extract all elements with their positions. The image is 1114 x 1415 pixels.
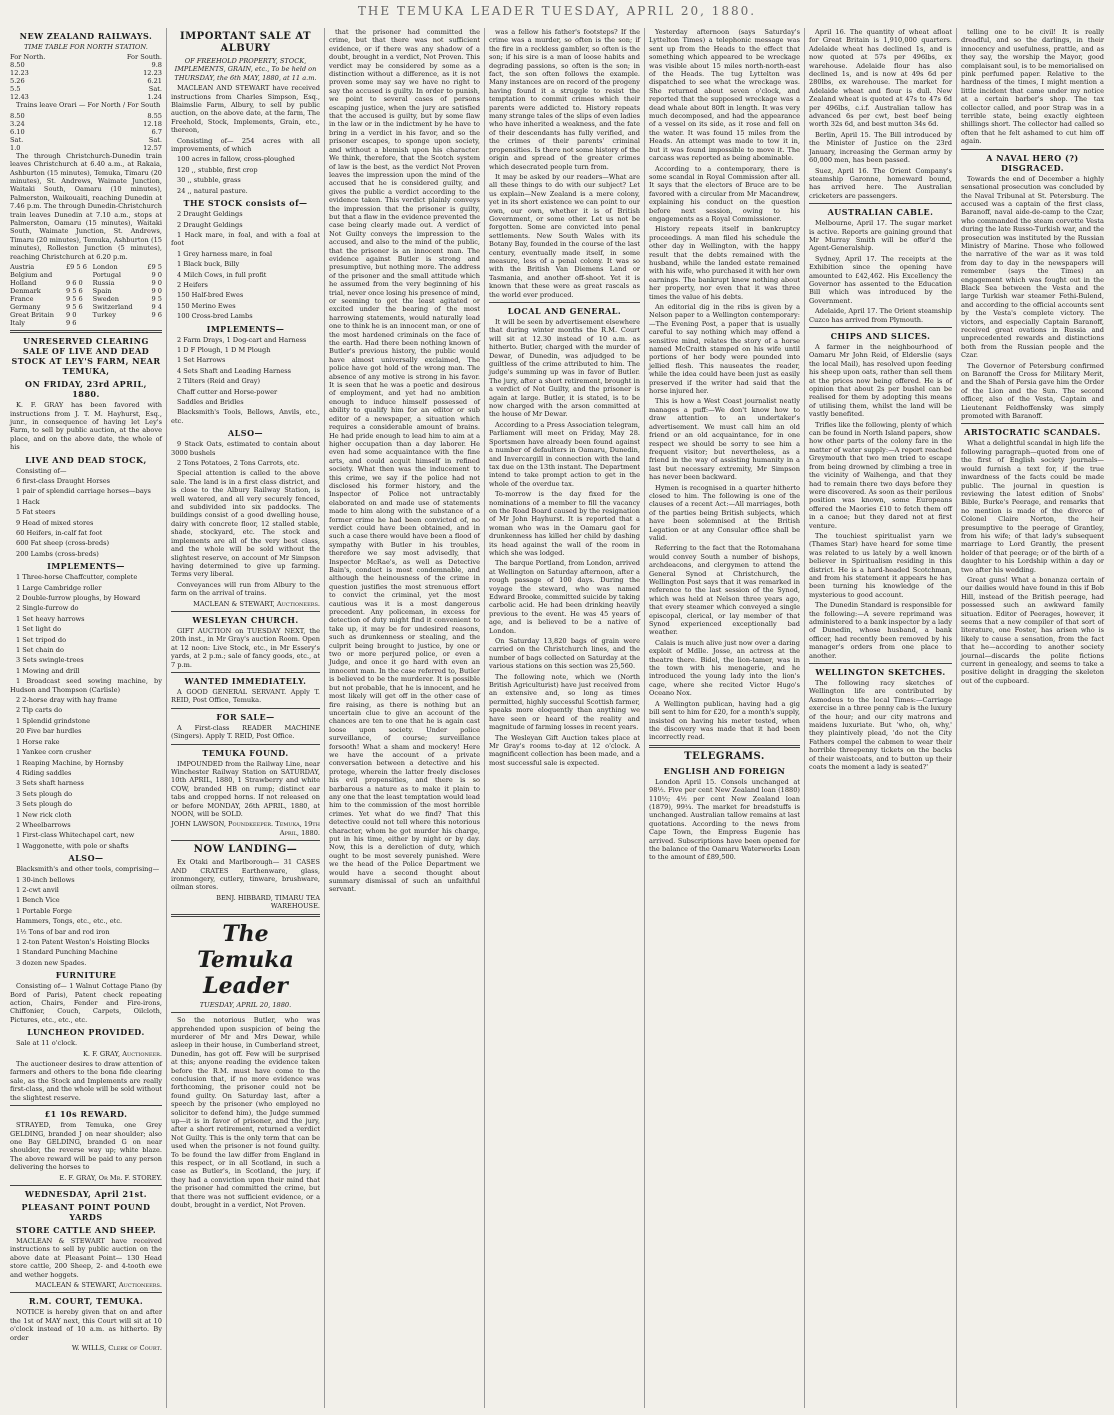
sale-time: Sale at 11 o'clock.: [16, 1039, 78, 1048]
list-item: 1 Hack mare, in foal, and with a foal at foot: [171, 230, 320, 248]
list-item: Blacksmith's Tools, Bellows, Anvils, etc., etc.: [171, 408, 320, 425]
landing-text: Ex Otaki and Marlborough— 31 CASES AND CRATES Earthenware, glass, ironmongery, cutlery, tinware, brushware, oilman stores.: [171, 858, 320, 892]
list-item: 5 Fat steers: [16, 508, 56, 517]
column-4: [484, 28, 644, 1408]
col5-par3: History repeats itself in bankruptcy proceedings. A man filed his schedule the other day in Wellington, with the happy result that the debts remained with the husband, while the landed estate remained with his wife, who purchased it with her own earnings. The bankrupt knew nothing about her property, nor even that it was three times the value of his debts.: [649, 225, 800, 301]
col5-par8: Calais is much alive just now over a daring exploit of Mdlle. Josse, an actress at the theatre there. Bidel, the lion-tamer, was in the town with his menagerie, and he introduced the young lady into the lion's cage, where she recited Victor Hugo's Oceano Nox.: [649, 638, 800, 698]
running-header: THE TEMUKA LEADER TUESDAY, APRIL 20, 1880.: [357, 4, 757, 18]
forsale-text: A First-class READER MACHINE (Singers). Apply T. REID, Post Office.: [171, 723, 320, 741]
list-item: 100 Cross-bred Lambs: [177, 312, 253, 321]
landing-title: NOW LANDING—: [193, 844, 298, 856]
list-item: 2 Single-furrow do: [16, 604, 79, 613]
col4-par3: According to a Press Association telegram, Parliament will meet on Friday, May 28. Sportsmen have already been found against a number of defaulters in Oamaru, Dunedin, and Invercargill in connection with the land tax due on the 13th instant. The Department intend to take prompt action to get in the whole of the overdue tax.: [489, 420, 640, 488]
list-item: 4 Sets Shaft and Leading Harness: [177, 366, 292, 375]
list-item: 9 Head of mixed stores: [16, 518, 94, 527]
col5-par4: An editorial dig in the ribs is given by a Nelson paper to a Wellington contemporary:—The Evening Post, a paper that is usually careful to say nothing which may offend a sensitive mind, relates the story of a horse named McCraith stamped on his wife until portions of her body were pounded into jellied flesh. This nauseates the reader, while the idea could have been just as easily preserved if the writer had said that the horse injured her.: [649, 303, 800, 396]
luncheon: LUNCHEON PROVIDED.: [27, 1027, 145, 1038]
list-item: Saddles and Bridles: [177, 398, 244, 406]
list-item: 1 Set light do: [16, 625, 62, 634]
list-item: 2 Tip carts do: [16, 706, 63, 715]
albury-conveyance: Conveyances will run from Albury to the farm on the arrival of trains.: [171, 580, 320, 598]
list-item: 9 Stack Oats, estimated to contain about 3000 bushels: [171, 440, 320, 457]
divider: [961, 149, 1104, 150]
list-item: 1 Splendid grindstone: [16, 716, 91, 725]
list-item: 24 ,, natural pasture.: [177, 186, 248, 195]
col5-par9: A Wellington publican, having had a gig bill sent to him for £20, for a month's supply, insisted on having his meter tested, when the discovery was made that it had been incorrectly read.: [649, 699, 800, 742]
cable-adelaide: Adelaide, April 17. The Orient steamship Cuzco has arrived from Plymouth.: [809, 307, 952, 324]
furniture-text: Consisting of— 1 Walnut Cottage Piano (by Bord of Paris), Patent check repeating action, Chairs, Fender and Fire-irons, Chiffonier, Couch, Carpets, Oilcloth, Pictures, etc., etc., etc.: [10, 982, 162, 1024]
also-list: [10, 865, 162, 967]
divider: [171, 1012, 320, 1013]
list-item: 200 Lambs (cross-breds): [16, 549, 99, 558]
court-title: R.M. COURT, TEMUKA.: [28, 1296, 144, 1307]
list-item: 1 pair of splendid carriage horses—bays: [16, 487, 151, 496]
list-item: 20 Five bar hurdles: [16, 727, 82, 736]
reward-title: £1 10s REWARD.: [44, 1109, 128, 1120]
auctioneer-note: The auctioneer desires to draw attention of farmers and others to the bona fide clearing sale, as the Stock and Implements are really first-class, and the whole will be sold without the slightest reserve.: [10, 1060, 162, 1102]
albury-impl-list: [171, 336, 320, 426]
col4-text: was a fellow his father's footsteps? If the crime was a murder, so often is the son; if the fire in a reckless gambler, so often is the son; if his sire is a man of loose habits and degrading passions, so often is the son; in fact, the son often follows the example. Many instances are on record of the progeny having found it a struggle to resist the temptation to commit crimes which their parents were addicted to. History repeats many strange tales of the slips of even ladies who have inherited a weakness, and the fate of their descendants has fully verified, and the crimes of their parents' criminal propensities. Is there not some history of the origin and spread of the greater crimes which desecrated people turn from.: [489, 28, 640, 171]
list-item: 1 Set Harrows: [177, 356, 226, 365]
aristo-title: ARISTOCRATIC SCANDALS.: [964, 427, 1101, 438]
divider: [171, 744, 320, 745]
acreage-list: [171, 155, 320, 195]
list-item: 100 acres in fallow, cross-ploughed: [177, 155, 295, 164]
list-item: 30 ,, stubble, grass: [177, 176, 241, 185]
also-title: ALSO—: [68, 853, 104, 864]
telegrams-text: London April 15. Consols unchanged at 98½. Five per cent New Zealand loan (1880) 110½; 4½ per cent New Zealand loan (1879), 99¼. The market for breadstuffs is unchanged. Australian tallow remains at last quotations. According to the news from Cape Town, the Empress Eugenie has arrived. Subscriptions have been opened for the balance of the Oamaru Waterworks Loan to the amount of £89,500.: [649, 777, 800, 862]
list-item: 2 Wheelbarrows: [16, 820, 71, 829]
col5-par6: Hymen is recognised in a quarter hitherto closed to him. The following is one of the clauses of a recent Act:—All marriages, both of the parties being British subjects, which have been solemnised at the British Legation or at any Consular office shall be valid.: [649, 483, 800, 542]
cable-text: Melbourne, April 17. The sugar market is active. Reports are gaining ground that Mr Murray Smith will be offer'd the Agent-Generalship.: [809, 219, 952, 253]
column-5: [644, 28, 804, 1408]
col6-suez: Suez, April 16. The Orient Company's steamship Garonne, homeward bound, has arrived here. The Australian cricketers are passengers.: [809, 166, 952, 200]
col4-par8: The Wesleyan Gift Auction takes place at Mr Gray's rooms to-day at 12 o'clock. A magnificent collection has been made, and a most successful sale is expected.: [489, 733, 640, 767]
divider: [649, 745, 800, 748]
trains-note: Trains leave Orari — For North / For South: [16, 101, 161, 110]
column-2: [166, 28, 324, 1408]
col4-par7: The following note, which we (North British Agriculturist) have just received from an extensive and, so long as times permitted, highly successful Scottish farmer, speaks more eloquently than anything we have seen or heard of the reality and magnitude of farming losses in recent years.: [489, 672, 640, 732]
divider: [809, 663, 952, 664]
albury-also-list: [171, 440, 320, 467]
albury-sale-intro: MACLEAN AND STEWART have received instructions from Charles Simpson, Esq., Blaimslie Farm, Albury, to sell by public auction, on the above date, at the farm, The Freehold, Stock, Implements, Grain, etc., thereon,: [171, 84, 320, 135]
divider: [10, 1105, 162, 1106]
chips-title: CHIPS AND SLICES.: [830, 331, 931, 341]
list-item: 1 Yankee corn crusher: [16, 748, 92, 757]
editorial-continued: that the prisoner had committed the crime, but that there was not sufficient evidence, or if there was any shadow of a doubt, brought in a verdict, Not Proven. This verdict may be considered by some as a distinction without a difference, as it is not proven some may say we have no right to say the accused is guilty. In order to punish, we point to several cases of persons escaping justice, when the jury are satisfied that the accused is guilty, but by some flaw in the law or in the indictment by he have to bring in a verdict in his favor, and so the prisoner escapes, to sponge upon society, and without a blemish upon his character. We think, therefore, that the Scotch system of law is the best, as the verdict Not Proven leaves the impression upon the mind of the accused that he is considered guilty, and gives the public a verdict according to the evidence taken. This verdict plainly conveys the impression that the prisoner is guilty, but that a flaw in the evidence prevented the case being clearly made out. A verdict of Not Guilty conveys the impression to the accused, and also to the mind of the public, that the prisoner is an innocent man. The evidence against Butler is strong and presumptive, but nothing more. The address of the prisoner and the small attitude which he assumed from the very beginning of his trial, never once losing his presence of mind, or seeming to get the least agitated or excited under the bearing of the most harrowing statements, would naturally lead one to think he is an innocent man, or one of the most hardened criminals on the face of the earth. Had there been nothing known of Butler's previous history, the public would have almost universally exclaimed, The police have got hold of the wrong man. The absence of any motive is strong in his favor. It is seen that he was a poetic and desirous of employment, and yet had no ambition enough to induce himself possessed of ability to qualify him for an editor or sub editor of a newspaper, a situation which requires a considerable amount of brains. He had pride enough to lead him to aim at a higher occupation than a day laborer. He even had some acquaintance with the fine arts, and could acquit himself in refined society. What then was the inducement to this crime, we say if the police had not disclosed his former history, and the Inspector of Police not untractably elaborated on and made use of statements made to him along with the substance of a former crime he had been convicted of, no verdict could have been obtained, and in such a case there would have been a flood of sympathy with Butler in his troubles, therefore we say most advisedly, that Inspector McRae's, as well as Detective Bain's, conduct is most condemnable, and although the heinousness of the crime in question justifies the most strenuous effort to convict the criminal, yet the most cautious was it is a most dangerous precedent. Any policeman, in excess for detection of duty might find it convenient to take up, it may be for undesired reasons, such as drunkenness or stealing, and the culprit being brought to justice, by one or two or more perjured police, or even a Judge, and once it go hard with even an innocent man. In the case referred to, Butler is believed to be the murderer. It is possible but not probable, that he is innocent, and he most likely will get off in the other case of fire raising, as there is nothing but an uncertain clue to give an account of the chances are ten to one that he is again cast loose upon society. Under police surveillance, of course; surveillance forsooth! What a sham and mockery! Here we have the account of a private conversation between a detective and his protege, wherein the latter freely discloses his evil propensities, and there is so barbarous a nature as to make it plain to any one that the least temptation would lead him to the commission of the most horrible crimes. Yet what do we find? That this detective could not tell where this notorious character, whom he got murder his charge, put in his time, either by night or by day. Now, this is a dereliction of duty, which ought to be most severely punished. Were we the head of the Police Department we would have a second thought about summary dismissal of such an unfaithful servant.: [329, 28, 480, 894]
stock-list: [10, 477, 162, 558]
railway-notice: The through Christchurch-Dunedin train leaves Christchurch at 6.40 a.m., at Rakaia, Ashburton (15 minutes), Temuka, Timaru (20 minutes), St. Andrews, Waimate Junction, Waitaki South, Oamaru (10 minutes), Palmerston, Waikouaiti, reaching Dunedin at 7.46 p.m. The through Dunedin-Christchurch train leaves Dunedin at 7.10 a.m., stops at Palmerston, Oamaru (15 minutes), Waitaki South, Waimate Junction, St. Andrews, Timaru (20 minutes), Temuka, Ashburton (15 minutes), Rolleston Junction (5 minutes), reaching Christchurch at 6.20 p.m.: [10, 151, 162, 261]
list-item: 1 Standard Punching Machine: [16, 948, 118, 957]
list-item: 60 Heifers, in-calf fat foot: [16, 528, 103, 537]
list-item: Chaff cutter and Horse-power: [177, 387, 278, 396]
albury-sale-sub: OF FREEHOLD PROPERTY, STOCK, IMPLEMENTS, GRAIN, etc., To be held on THURSDAY, the 6th MAY, 1880, at 11 a.m.: [174, 57, 317, 82]
list-item: 1 First-class Whitechapel cart, new: [16, 831, 135, 840]
timetable-b: 8.50 8.55 3.24 12.18 6.10 6.7 Sat. Sat. 1.0 12.57: [10, 111, 162, 152]
reward-sig: E. F. GRAY, Or Mr. F. STOREY.: [59, 1173, 162, 1182]
divider: [171, 672, 320, 673]
cable-title: AUSTRALIAN CABLE.: [827, 207, 934, 218]
col6-berlin: Berlin, April 15. The Bill introduced by the Minister of Justice on the 23rd January, increasing the German army by 60,000 men, has been passed.: [809, 130, 952, 165]
newspaper-flag: The Temuka Leader: [197, 920, 294, 999]
church-title: WESLEYAN CHURCH.: [192, 614, 299, 625]
list-item: 150 Half-bred Ewes: [177, 291, 244, 300]
col5-par7: Referring to the fact that the Rotomahana would convey South a number of bishops, archdeacons, and clergymen to attend the General Synod at Christchurch, the Wellington Post says that it was remarked in reference to the last session of the Synod, which was held at Nelson three years ago, that every steamer which conveyed a single episcopal, clerical, or lay member of that Synod experienced exceptionally bad weather.: [649, 544, 800, 637]
pound-text: MACLEAN & STEWART have received instructions to sell by public auction on the above date at Pleasant Point— 130 Head store cattle, 200 Sheep, 2- and 4-tooth ewe and wether hoggets.: [10, 1236, 162, 1279]
list-item: 1 Black buck, Billy: [177, 260, 240, 269]
divider: [10, 330, 162, 333]
albury-also-title: ALSO—: [227, 428, 264, 439]
list-item: 2 Draught Geldings: [177, 210, 243, 219]
found-sig: JOHN LAWSON, Poundkeeper. Temuka, 19th April, 1880.: [171, 820, 320, 837]
list-item: Blacksmith's and other tools, comprising—: [16, 865, 160, 874]
list-item: 1 Mowing and drill: [16, 666, 80, 675]
divider: [171, 914, 320, 917]
divider: [809, 327, 952, 328]
railways-subtitle: TIME TABLE FOR NORTH STATION.: [24, 43, 148, 51]
pound-title: PLEASANT POINT POUND YARDS: [21, 1201, 151, 1222]
railways-title: NEW ZEALAND RAILWAYS.: [19, 31, 153, 41]
list-item: 3 Sets plough do: [16, 800, 73, 809]
list-item: 1 Broadcast seed sowing machine, by Hudson and Thompson (Carlisle): [10, 677, 162, 694]
list-item: 2 Farm Drays, 1 Dog-cart and Harness: [177, 335, 307, 344]
stock-title: LIVE AND DEAD STOCK,: [25, 454, 147, 465]
list-item: 120 ,, stubble, first crop: [177, 165, 258, 174]
column-3: [324, 28, 484, 1408]
divider: [171, 611, 320, 612]
col5-par2: According to a contemporary, there is some scandal in Royal Commission after all. It says that the electors of Bruce are to be favored with a circular from Mr Macandrew, explaining his conduct on the question before next session, owing to his engagements as a Royal Commissioner.: [649, 164, 800, 223]
list-item: 3 Sets shaft harness: [16, 779, 84, 788]
list-item: 2 Draught Geldings: [177, 220, 243, 229]
found-text: IMPOUNDED from the Railway Line, near Winchester Railway Station on SATURDAY, 10th APRIL, 1880, 1 Strawberry and white COW, branded HB on rump; distinct ear tabs and cropped horns. If not released on or before MONDAY, 26th APRIL, 1880, at NOON, will be SOLD.: [171, 759, 320, 819]
divider: [489, 302, 640, 303]
forsale-title: FOR SALE—: [216, 711, 275, 722]
list-item: 1 Large Cambridge roller: [16, 583, 102, 592]
list-item: 1 Set chain do: [16, 646, 64, 655]
list-item: 1 2-ton Patent Weston's Hoisting Blocks: [16, 938, 150, 946]
implements-title: IMPLEMENTS—: [47, 561, 125, 572]
divider: [10, 1185, 162, 1186]
chips-3: The touchiest spiritualist yarn we (Thames Star) have heard for some time was related to us lately by a well known believer in Spiritualism residing in this district. He is a hard-headed Scotchman, and from his statement it appears he has been turning his knowledge of the mysterious to good account.: [809, 531, 952, 599]
column-6: [804, 28, 956, 1408]
wellington-title: WELLINGTON SKETCHES.: [815, 667, 946, 678]
list-item: 4 Milch Cows, in full profit: [177, 270, 267, 279]
reward-text: STRAYED, from Temuka, one Grey GELDING, branded J on near shoulder; also one Bay GELDING, branded G on near shoulder, the reverse way up; white blaze. The above reward will be paid to any person delivering the horses to: [10, 1121, 162, 1172]
col4-par2: It may be asked by our readers—What are all these things to do with our subject? Let us explain—New Zealand is a mere colony, yet in its short existence we can point to our own, our own, whether it is of British Government, or some other. Let us not be forgotten. Some are convicted into penal settlements. New South Wales with its Botany Bay, founded in the course of the last century, eventually made itself, in some measure, less of a penal colony. It was so with the British Van Diemens Land or Tasmania, and another off-shoot. Yet it is known that these were as great rascals as the world ever produced.: [489, 172, 640, 299]
list-item: 2 Tons Potatoes, 2 Tons Carrots, etc.: [177, 459, 300, 468]
flag-date: TUESDAY, APRIL 20, 1880.: [199, 1000, 292, 1009]
list-item: 1 Bench Vice: [16, 896, 60, 905]
list-item: 1 Hack: [16, 497, 40, 506]
list-item: 1 D F Plough, 1 D M Plough: [177, 345, 271, 354]
divider: [171, 708, 320, 709]
clearing-sale-date: ON FRIDAY, 23rd APRIL, 1880.: [25, 379, 147, 400]
list-item: 1 2-cwt anvil: [16, 885, 59, 894]
list-item: 3 Sets swingle-trees: [16, 656, 84, 665]
chips-4: The Dunedin Standard is responsible for the following:—A severe reprimand was administered to a bank inspector by a lady of Dunedin, whose husband, a bank officer, had recently been removed by his manager's orders from one place to another.: [809, 601, 952, 660]
landing-sig: BENJ. HIBBARD, TIMARU TEA WAREHOUSE.: [216, 893, 320, 911]
aristo-2: Great guns! What a bonanza certain of our dailies would have found in this if Bob Hill, instead of the British peerage, had possessed such an awkward family situation. Editor of Peerages, however, it seems that a new compiler of that sort of literature, one Foster, has arisen who is likely to cause a sensation, from the fact that he—according to another society journal—discards the polite fictions current in genealogy, and seems to take a positive delight in dragging the skeleton out of the cupboard.: [961, 575, 1104, 685]
divider: [809, 203, 952, 204]
exchange-table: Austria £9 5 6 London £9 5 Belgium and Portugal 9 0 Holland 9 6 0 Russia 9 0 Denmark 9 5 6 Spain 9 0 France 9 5 6 Sweden 9 5 Germany 9 5 6 Switzerland 9 4 Great Britain 9 0 Turkey 9 6 Italy 9 6: [10, 263, 162, 328]
pound-sub: STORE CATTLE AND SHEEP.: [15, 1224, 157, 1235]
col5-text: Yesterday afternoon (says Saturday's Lyttelton Times) a telephonic message was sent up from the Heads to the effect that something which appeared to be wreckage was visible about 15 miles north-north-east of the Heads. The tug Lyttelton was dispatched to see what the wreckage was. She returned about seven o'clock, and reported that the supposed wreckage was a dead whale about 80ft in length. It was very much decomposed, and had the appearance of a vessel on its side, as it rose and fell on the water. It was found 15 miles from the Heads. An attempt was made to tow it in, but it was found impossible to move it. The carcass was reported as being abominable.: [649, 28, 800, 163]
aristo-text: What a delightful scandal in high life the following paragraph—quoted from one of the first of English society journals—would furnish a text for, if the true inwardness of the facts could be made public. The journal in question is reviewing the latest edition of Snobs' Bible, Burke's Peerage, and remarks that no mention is made of the divorce of Colonel Claire Norton, the heir presumptive to the peerage of Grantley, from his wife; of that lady's subsequent marriage to Lord Grantly, the present holder of that peerage; or of the birth of a daughter to his Lordship within a day or two after his wedding.: [961, 439, 1104, 574]
editorial-text: So the notorious Butler, who was apprehended upon suspicion of being the murderer of Mr and Mrs Dewar, while asleep in their house, in Cumberland street, Dunedin, has got off. Few will be surprised at this; anyone reading the evidence taken before the R.M. must have come to the conclusion that, if no more evidence was forthcoming, the prisoner could not be found guilty. On Saturday last, after a speech by the prisoner (who employed no solicitor to defend him), the Judge summed up—it is in favor of prisoner, and the jury, after a short retirement, returned a verdict Not Guilty. This is the only term that can be used when the prisoner is not found guilty. To be found the law differ from England in this respect, or in all Scotland, in such a case as Butler's, in Scotland, the jury, if they had a conviction upon their mind that the prisoner had committed the crime, but that there was not sufficient evidence, or a doubt, brought in a verdict, Not Proven.: [171, 1016, 320, 1210]
list-item: 3 dozen new Spades.: [16, 958, 87, 967]
list-item: 2 Tilters (Reid and Gray): [177, 377, 261, 386]
implements-list: [10, 573, 162, 850]
list-item: 150 Merino Ewes: [177, 301, 236, 310]
list-item: 600 Fat sheep (cross-breds): [16, 539, 110, 548]
church-text: GIFT AUCTION on TUESDAY NEXT, the 20th inst., in Mr Gray's auction Room. Open at 12 noon: Live Stock, etc., in Mr Essery's yards, at 2 p.m.; sale of fancy goods, etc., at 7 p.m.: [171, 626, 320, 669]
column-7: [956, 28, 1108, 1408]
col4-par4: To-morrow is the day fixed for the nominations of a member to fill the vacancy on the Road Board caused by the resignation of Mr John Hayhurst. It is reported that a woman who was in the Oamaru gaol for drunkenness has killed her child by dashing its head against the wall of the room in which she was lodged.: [489, 490, 640, 557]
list-item: 2 Double-furrow ploughs, by Howard: [16, 594, 141, 602]
albury-sale-title: IMPORTANT SALE AT ALBURY: [179, 31, 312, 54]
col5-par5: This is how a West Coast journalist neatly manages a puff:—We don't know how to draw attention to an undertaker's advertisement. We must call him an old friend or an old acquaintance, for in one respect we should be sorry to see him a frequent visitor; but nevertheless, as a friend in the way of assisting humanity in a last but necessary extremity, Mr Simpson has never been backward.: [649, 397, 800, 482]
list-item: 2 Heifers: [177, 280, 208, 289]
list-item: 2 2-horse dray with hay frame: [16, 696, 118, 705]
wanted-text: A GOOD GENERAL SERVANT. Apply T. REID, Post Office, Temuka.: [171, 687, 320, 705]
clearing-sale-intro: K. F. GRAY has been favored with instructions from J. T. M. Hayhurst, Esq., junr., in consequence of having let Ley's Farm, to sell by public auction, at the above place, and on the above date, the whole of his: [10, 401, 162, 452]
col7-text: telling one to be civil! It is really dreadful, and so the darlings, in their innocency and usefulness, prattle, and as they say, the worship the Mayor, good complaisant soul, is to be memorialised on pink perfumed paper. Relative to the hardness of the times, I might mention a little incident that came under my notice at a certain barber's shop. The tax collector called, and poor Strap was in a terrible state, being exactly eighteen shillings short. The collector had called so often that he felt ashamed to cut him off again.: [961, 28, 1104, 146]
albury-impl-title: IMPLEMENTS—: [206, 323, 285, 334]
divider: [171, 840, 320, 841]
wednesday-title: WEDNESDAY, April 21st.: [24, 1188, 148, 1199]
local-general-text: It will be seen by advertisement elsewhere that during winter months the R.M. Court will sit at 12.30 instead of 10 a.m. as hitherto. Butler, charged with the murder of Dewar, of Dunedin, was adjudged to be guiltless of the crime attributed to him. The judge's summing up was in favor of Butler. The jury, after a short retirement, brought in a verdict of Not Guilty, and the prisoner is again at large. Butler, it is stated, is to be now charged with the arson committed at the house of Mr Dewar.: [489, 318, 640, 419]
found-title: TEMUKA FOUND.: [202, 747, 289, 758]
local-general-title: LOCAL AND GENERAL.: [507, 306, 622, 316]
list-item: 1 Set tripod do: [16, 635, 67, 644]
albury-consisting: Consisting of— 254 acres with all improvements, of which: [171, 136, 320, 154]
list-item: 1 Portable Forge: [16, 906, 72, 915]
column-1: [6, 28, 166, 1408]
court-sig: W. WILLS, Clerk of Court.: [71, 1344, 162, 1352]
list-item: 1 Set heavy harrows: [16, 614, 85, 623]
albury-stock-title: THE STOCK consists of—: [183, 198, 308, 209]
albury-sig: MACLEAN & STEWART, Auctioneers.: [193, 599, 320, 608]
naval-title: A NAVAL HERO (?) DISGRACED.: [986, 152, 1079, 173]
list-item: 1 Grey harness mare, in foal: [177, 249, 273, 258]
list-item: 1 New rick cloth: [16, 810, 72, 819]
wellington-text: The following racy sketches of Wellington life are contributed by Asmodeus to the local Times:—Carriage exercise in a three penny cab is the luxury of the hour; and our city matrons and maidens luxuriate. But 'who, oh, why,' they plaintively plead, 'do not the City Fathers compel the cabmen to wear their horrible threepenny tickets on the backs of their waistcoats, and to button up their coats the moment a lady is seated?': [809, 679, 952, 772]
list-item: 1½ Tons of bar and rod iron: [16, 927, 110, 936]
list-item: 1 Waggonette, with pole or shafts: [16, 841, 129, 850]
col4-par5: The barque Portland, from London, arrived at Wellington on Saturday afternoon, after a rough passage of 100 days. During the voyage the steward, who was named Edward Brooke, committed suicide by taking carbolic acid. He had been drinking heavily previous to the event. He was 45 years of age, and is believed to be a native of London.: [489, 559, 640, 635]
furniture-title: FURNITURE: [55, 970, 117, 981]
col4-par6: On Saturday 13,820 bags of grain were carried on the Christchurch lines, and the number of bags collected on Saturday at the various stations on this section was 25,560.: [489, 637, 640, 671]
list-item: Hammers, Tongs, etc., etc., etc.: [16, 917, 123, 926]
chips-text: A farmer in the neighbourhood of Oamaru Mr John Reid, of Elderslie (says the local Mail), has resolved upon feeding his sheep upon oats, rather than sell them at the prices now being offered. He is of opinion that about 2s per bushel can be realised for them by adopting this means of utilising them, whilst the land will be vastly benefited.: [809, 343, 952, 419]
stock-sub: Consisting of—: [16, 466, 67, 475]
naval-text: Towards the end of December a highly sensational prosecution was concluded by the Naval Tribunal at St. Petersburg. The accused was a captain of the first class, Baranoff, naval aide-de-camp to the Czar, who commanded the steam corvette Vesta during the late Russo-Turkish war, and the prosecution was instituted by the Russian Ministry of Marine. Those who followed the narrative of the war as it was told from day to day in the newspapers will remember (says the Times) an engagement which was fought out in the Black Sea between the Vesta and the large Turkish war steamer Fethi-Bulend, and according to the official accounts sent by the Vesta's complete victory. The victors, and especially Captain Baranoff, received great ovations in Russia and unprecedented rewards and distinctions both from the Russian people and the Czar.: [961, 174, 1104, 360]
cable-sydney: Sydney, April 17. The receipts at the Exhibition since the opening have amounted to £42,462. His Excellency the Governor has assented to the Education Bill which was introduced by the Government.: [809, 254, 952, 305]
court-text: NOTICE is hereby given that on and after the 1st of MAY next, this Court will sit at 10 o'clock instead of 10 a.m. as hitherto. By order: [10, 1308, 162, 1342]
wanted-title: WANTED IMMEDIATELY.: [184, 675, 307, 686]
albury-special: Special attention is called to the above sale. The land is in a first class district, and is close to the Albury Railway Station, is well watered, and all very securely fenced, and subdivided into six paddocks. The buildings consist of a good dwelling house, dairy with concrete floor, 12 stalled stable, shade, stockyard, etc. The stock and implements are all of the very best class, and the whole will be sold without the slightest reserve, on account of Mr Simpson having determined to give up farming. Terms very liberal.: [171, 469, 320, 579]
list-item: 6 first-class Draught Horses: [16, 476, 111, 485]
pound-sig: MACLEAN & STEWART, Auctioneers.: [35, 1280, 162, 1289]
auctioneer-sig: K. F. GRAY, Auctioneer.: [82, 1049, 162, 1058]
albury-stock-list: [171, 210, 320, 320]
telegrams-sub: ENGLISH AND FOREIGN: [663, 765, 786, 776]
list-item: 3 Sets plough do: [16, 789, 73, 798]
chips-2: Trifles like the following, plenty of which can be found in North Island papers, show how other parts of the colony fare in the matter of water supply:—A report reached Greymouth that two men tried to escape from being drowned by climbing a tree in the vicinity of Waihenga, and that they had to remain there two days before they were discovered. As soon as their perilous position was known, some Europeans offered the Maories £10 to fetch them off in a canoe; but they dared not at first venture.: [809, 420, 952, 530]
list-item: 1 Reaping Machine, by Hornsby: [16, 758, 124, 767]
telegrams-title: TELEGRAMS.: [684, 750, 765, 762]
list-item: 1 Three-horse Chaffcutter, complete: [16, 573, 138, 582]
naval-2: The Governor of Petersburg confirmed on Baranoff the Cross for Military Merit, and the Shah of Persia gave him the Order of the Lion and the Sun. The second officer, also of the Vesta, Captain and Lieutenant Feldhoffensky was simply promoted with Baranoff.: [961, 361, 1104, 421]
list-item: 1 30-inch bellows: [16, 875, 75, 884]
clearing-sale-title: UNRESERVED CLEARING SALE OF LIVE AND DEAD STOCK AT LEY'S FARM, NEAR TEMUKA,: [11, 336, 161, 377]
divider: [10, 1292, 162, 1293]
col6-text: April 16. The quantity of wheat afloat for Great Britain is 1,910,000 quarters. Adelaide wheat has declined 1s, and is now quoted at 57s per 496lbs, ex warehouse. Adelaide flour has also declined 1s, and is now at 49s 6d per 280lbs, ex warehouse. The market for Adelaide wheat and flour is dull. New Zealand wheat is quoted at 47s to 47s 6d per 496lbs, c.i.f. Australian tallow has advanced 6s per cwt, best beef being worth 32s 6d, and best mutton 34s 6d.: [809, 28, 952, 129]
list-item: 4 Riding saddles: [16, 768, 72, 777]
list-item: 1 Horse rake: [16, 737, 60, 746]
timetable-a: For North. For South. 8.50 9.8 12.23 12.23 5.26 6.21 5.5 Sat. 12.43 1.24: [10, 53, 162, 102]
divider: [961, 423, 1104, 424]
